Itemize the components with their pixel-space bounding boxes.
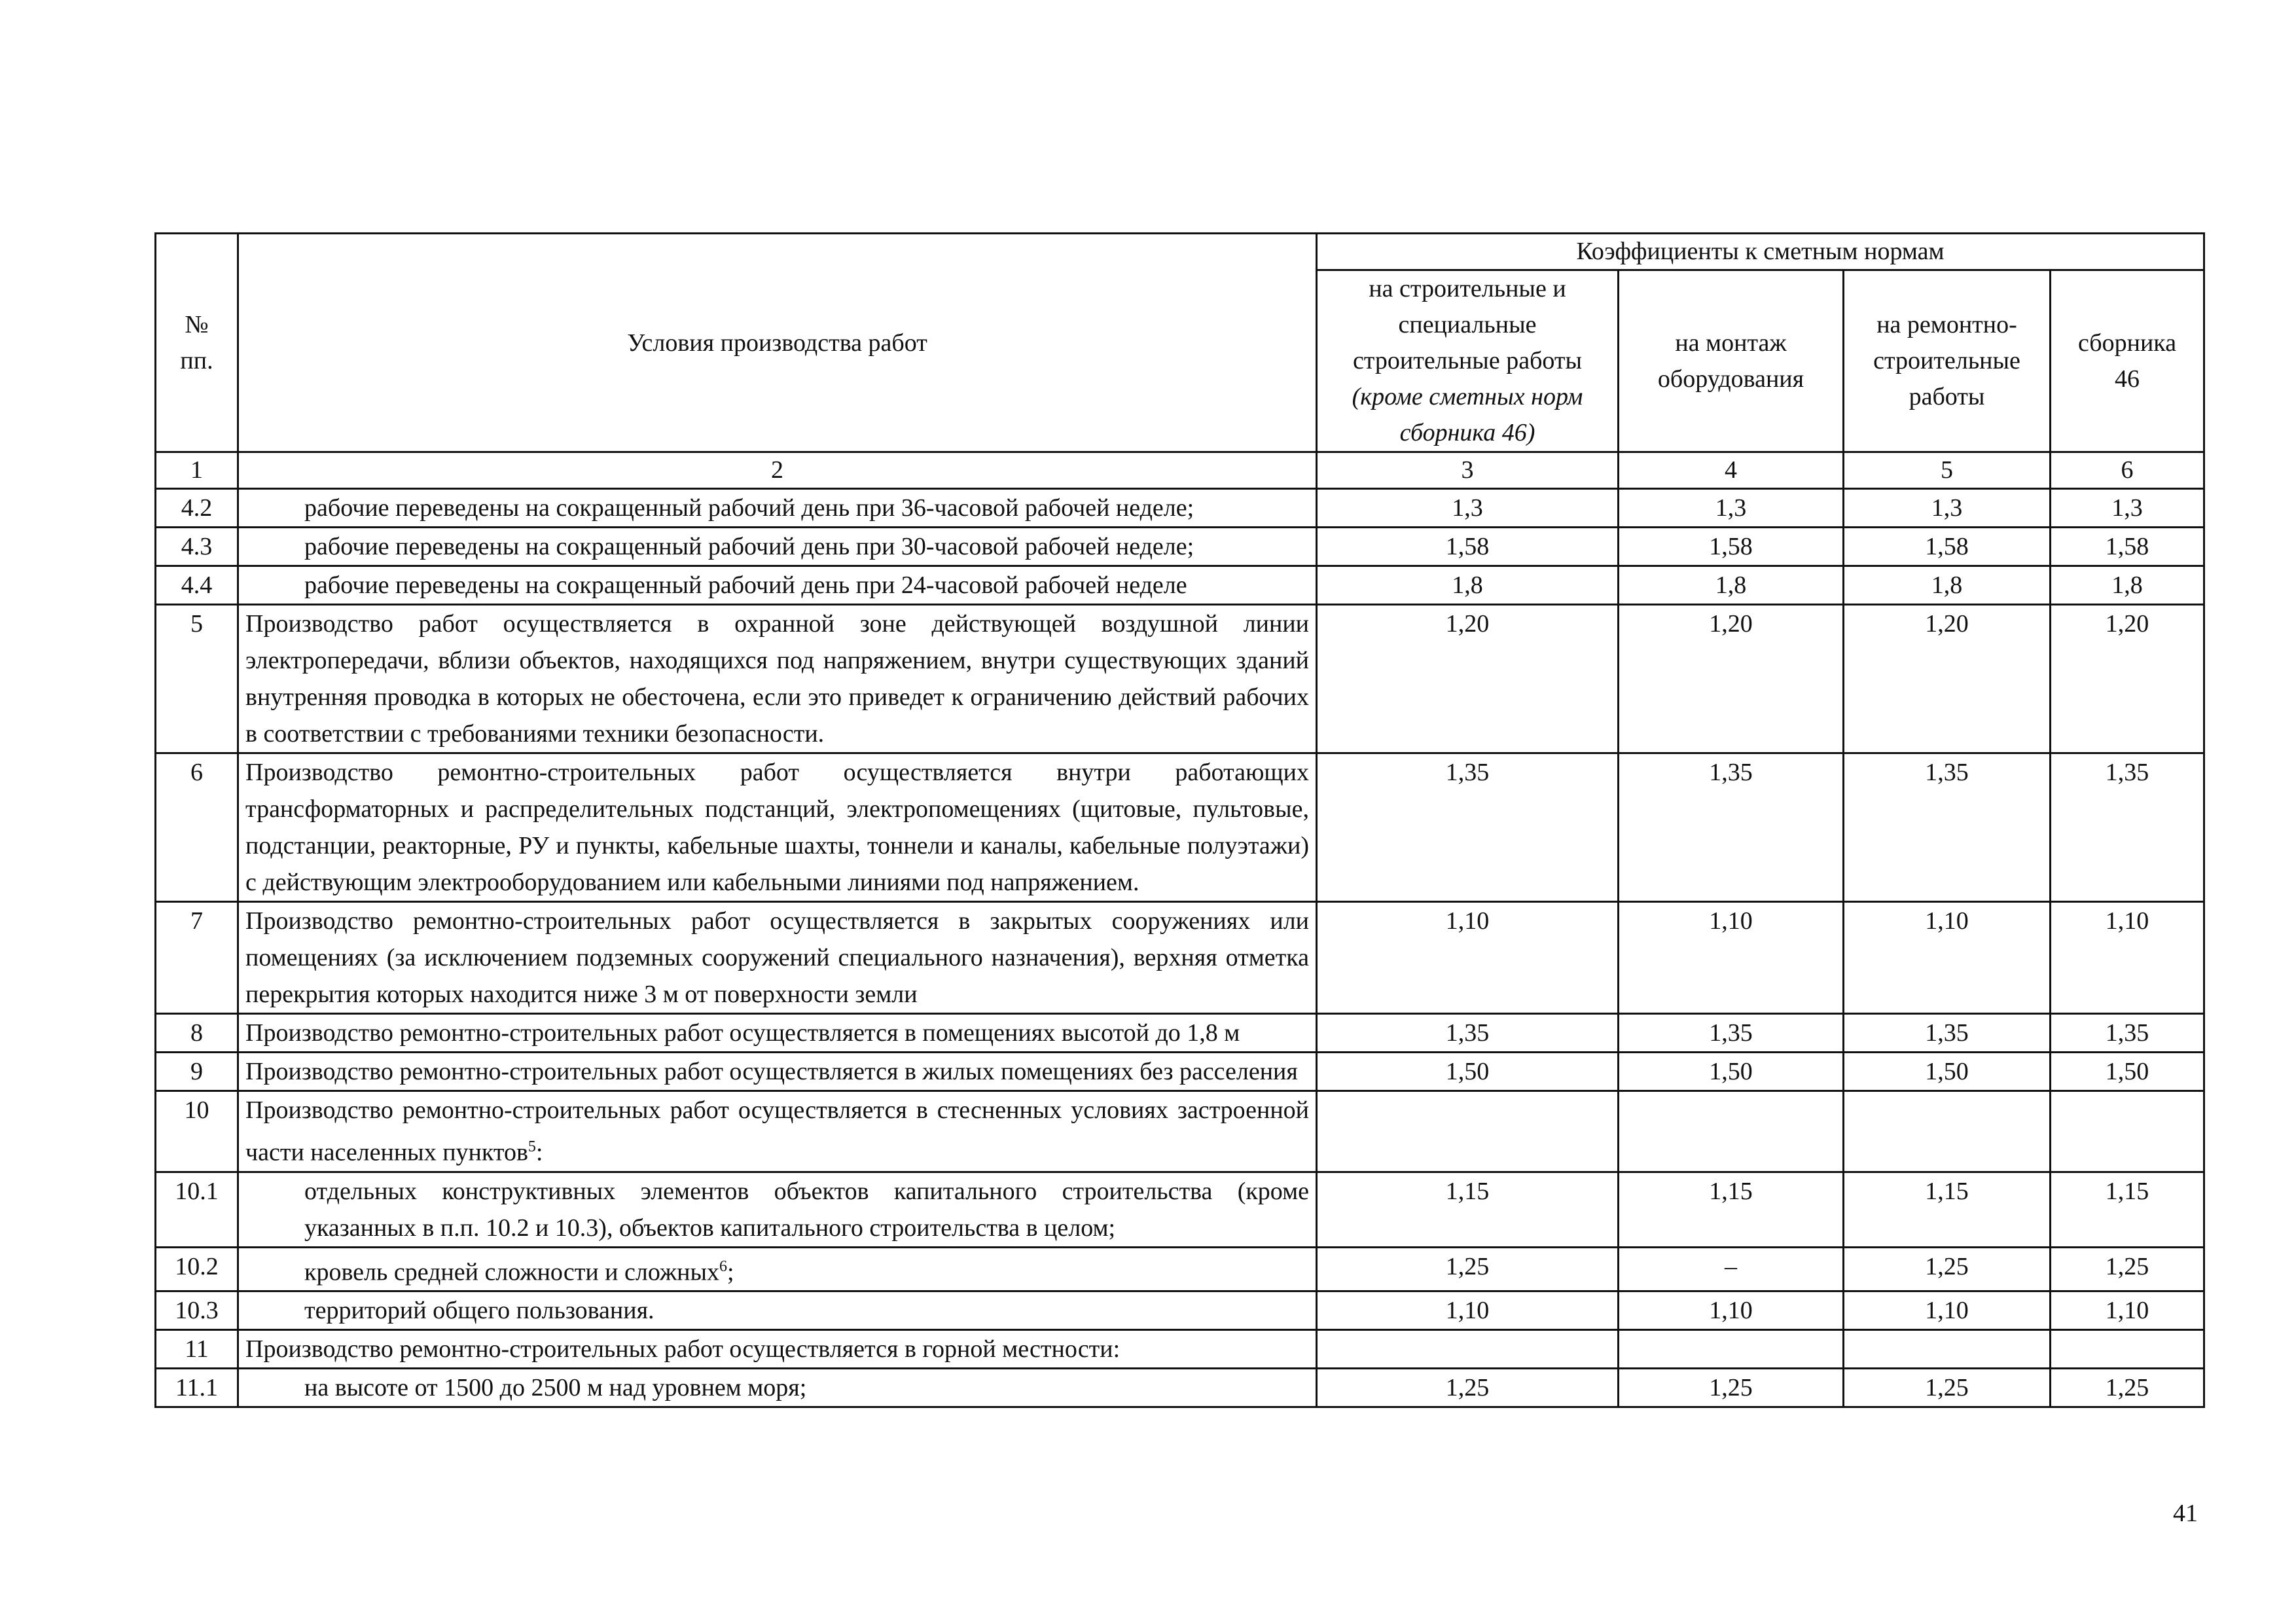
- table-row: [156, 528, 2204, 566]
- header-col5-line1: на ремонтно-: [1876, 311, 2017, 338]
- coefficient-c4: 1,20: [1619, 605, 1844, 753]
- coefficient-c5: 1,10: [1844, 902, 2051, 1014]
- coefficient-c6: 1,35: [2051, 753, 2204, 902]
- coefficient-c5: 1,50: [1844, 1053, 2051, 1091]
- row-number: 7: [156, 902, 238, 1014]
- coefficient-c6: [2051, 1091, 2204, 1172]
- coefficient-c3: 1,25: [1317, 1369, 1619, 1407]
- coefficient-c3: [1317, 1330, 1619, 1369]
- row-condition-tail: ;: [727, 1258, 734, 1286]
- coefficient-c6: 1,50: [2051, 1053, 2204, 1091]
- row-condition-text: Производство работ осуществляется в охранной зоне действующей воздушной линии электропередачи, вблизи объектов, находящихся под напряжением, внутри существующих зданий внутренняя проводка в которых не обесточена, если это приведет к ограничению действий рабочих в соответствии с требованиями техники безопасности.: [245, 610, 1309, 748]
- coefficient-c6: 1,25: [2051, 1247, 2204, 1291]
- header-col6-cell: [2051, 270, 2204, 452]
- coefficient-c6: 1,35: [2051, 1014, 2204, 1053]
- coefficient-c3: 1,8: [1317, 566, 1619, 605]
- row-condition-text: Производство ремонтно-строительных работ осуществляется в помещениях высотой до 1,8 м: [245, 1019, 1240, 1047]
- coefficient-c3: 1,10: [1317, 902, 1619, 1014]
- table-row: [156, 566, 2204, 605]
- row-condition-text: отдельных конструктивных элементов объектов капитального строительства (кроме указанных в п.п. 10.2 и 10.3), объектов капитального строительства в целом;: [304, 1177, 1309, 1242]
- row-condition-text: рабочие переведены на сокращенный рабочий день при 24-часовой рабочей неделе: [304, 571, 1187, 599]
- table-row: [156, 753, 2204, 902]
- row-condition-text: рабочие переведены на сокращенный рабочий день при 36-часовой рабочей неделе;: [304, 494, 1194, 522]
- row-condition: [238, 528, 1317, 566]
- coefficient-c6: 1,8: [2051, 566, 2204, 605]
- coefficient-c4: 1,10: [1619, 902, 1844, 1014]
- header-col5-cell: [1844, 270, 2051, 452]
- coefficient-c3: 1,3: [1317, 489, 1619, 528]
- coefficient-c4: 1,35: [1619, 1014, 1844, 1053]
- table-row: [156, 1330, 2204, 1369]
- column-index-cell: 5: [1844, 452, 2051, 489]
- header-num-line2: пп.: [180, 346, 213, 374]
- row-condition: [238, 1091, 1317, 1172]
- coefficient-c3: 1,50: [1317, 1053, 1619, 1091]
- coefficients-table: [154, 232, 2205, 1408]
- coefficient-c5: 1,25: [1844, 1369, 2051, 1407]
- header-col4-cell: [1619, 270, 1844, 452]
- header-col6-line1: сборника: [2077, 329, 2177, 357]
- row-condition: [238, 902, 1317, 1014]
- coefficient-c6: 1,10: [2051, 1291, 2204, 1330]
- coefficient-c4: [1619, 1091, 1844, 1172]
- coefficient-c6: 1,20: [2051, 605, 2204, 753]
- column-index-cell: 3: [1317, 452, 1619, 489]
- row-condition-text: Производство ремонтно-строительных работ осуществляется в жилых помещениях без расселения: [245, 1058, 1298, 1085]
- coefficient-c5: 1,8: [1844, 566, 2051, 605]
- table-row: [156, 605, 2204, 753]
- coefficient-c6: [2051, 1330, 2204, 1369]
- row-condition-text: Производство ремонтно-строительных работ осуществляется в горной местности:: [245, 1335, 1121, 1363]
- row-number: 9: [156, 1053, 238, 1091]
- header-col3-line1: на строительные и: [1369, 275, 1566, 302]
- row-condition: [238, 753, 1317, 902]
- coefficient-c3: 1,58: [1317, 528, 1619, 566]
- row-condition: [238, 1369, 1317, 1407]
- header-col3-line3: строительные работы: [1352, 347, 1583, 374]
- row-condition-tail: :: [535, 1138, 543, 1166]
- header-col6-line2: 46: [2115, 365, 2140, 393]
- coefficient-c4: 1,10: [1619, 1291, 1844, 1330]
- table-row: [156, 1053, 2204, 1091]
- row-condition: [238, 1014, 1317, 1053]
- row-condition: [238, 1247, 1317, 1291]
- header-col3-cell: [1317, 270, 1619, 452]
- header-col4-line1: на монтаж: [1675, 329, 1787, 357]
- row-number: 4.4: [156, 566, 238, 605]
- header-col3-line2: специальные: [1398, 311, 1537, 338]
- coefficient-c6: 1,58: [2051, 528, 2204, 566]
- row-number: 4.3: [156, 528, 238, 566]
- coefficient-c3: 1,15: [1317, 1172, 1619, 1247]
- column-index-row: [156, 452, 2204, 489]
- header-coefficients-cell: Коэффициенты к сметным нормам: [1317, 234, 2204, 270]
- row-condition: [238, 1053, 1317, 1091]
- row-condition: [238, 566, 1317, 605]
- row-condition-text: кровель средней сложности и сложных: [304, 1258, 720, 1286]
- column-index-cell: 1: [156, 452, 238, 489]
- row-number: 11.1: [156, 1369, 238, 1407]
- row-number: 4.2: [156, 489, 238, 528]
- footnote-marker: 6: [719, 1257, 728, 1275]
- table-row: [156, 1172, 2204, 1247]
- header-conditions-cell: Условия производства работ: [238, 234, 1317, 452]
- row-number: 6: [156, 753, 238, 902]
- coefficient-c4: –: [1619, 1247, 1844, 1291]
- table-row: [156, 902, 2204, 1014]
- coefficient-c5: 1,58: [1844, 528, 2051, 566]
- header-num-cell: [156, 234, 238, 452]
- row-condition-text: территорий общего пользования.: [304, 1297, 655, 1325]
- row-number: 11: [156, 1330, 238, 1369]
- table-row: [156, 1247, 2204, 1291]
- row-number: 10: [156, 1091, 238, 1172]
- header-col5-line3: работы: [1909, 383, 1985, 410]
- coefficient-c5: 1,15: [1844, 1172, 2051, 1247]
- row-number: 5: [156, 605, 238, 753]
- row-condition: [238, 1330, 1317, 1369]
- header-col4-line2: оборудования: [1657, 365, 1804, 393]
- coefficient-c5: 1,35: [1844, 753, 2051, 902]
- header-row-top: [156, 234, 2204, 270]
- coefficient-c4: 1,50: [1619, 1053, 1844, 1091]
- table-row: [156, 1291, 2204, 1330]
- table-row: [156, 1014, 2204, 1053]
- row-condition: [238, 1172, 1317, 1247]
- row-number: 10.3: [156, 1291, 238, 1330]
- coefficient-c4: 1,8: [1619, 566, 1844, 605]
- coefficient-c5: 1,25: [1844, 1247, 2051, 1291]
- coefficient-c5: 1,35: [1844, 1014, 2051, 1053]
- row-number: 8: [156, 1014, 238, 1053]
- coefficient-c6: 1,25: [2051, 1369, 2204, 1407]
- coefficient-c5: 1,10: [1844, 1291, 2051, 1330]
- coefficient-c4: 1,25: [1619, 1369, 1844, 1407]
- coefficient-c3: 1,20: [1317, 605, 1619, 753]
- column-index-cell: 6: [2051, 452, 2204, 489]
- header-col3-note-line1: (кроме сметных норм: [1352, 383, 1583, 410]
- row-condition-text: Производство ремонтно-строительных работ осуществляется внутри работающих трансформаторных и распределительных подстанций, электропомещениях (щитовые, пультовые, подстанции, реакторные, РУ и пункты, кабельные шахты, тоннели и каналы, кабельные полуэтажи) с действующим электрооборудованием или кабельными линиями под напряжением.: [245, 759, 1309, 896]
- coefficient-c4: 1,58: [1619, 528, 1844, 566]
- column-index-cell: 4: [1619, 452, 1844, 489]
- coefficient-c6: 1,3: [2051, 489, 2204, 528]
- header-col3-note-line2: сборника 46): [1399, 419, 1535, 446]
- page-number: 41: [2173, 1500, 2198, 1527]
- column-index-cell: 2: [238, 452, 1317, 489]
- row-condition: [238, 605, 1317, 753]
- coefficient-c5: [1844, 1091, 2051, 1172]
- header-num-line1: №: [185, 310, 209, 338]
- header-col5-line2: строительные: [1873, 347, 2020, 374]
- coefficient-c3: [1317, 1091, 1619, 1172]
- coefficient-c5: 1,3: [1844, 489, 2051, 528]
- row-condition: [238, 1291, 1317, 1330]
- coefficient-c3: 1,35: [1317, 1014, 1619, 1053]
- table-row: [156, 1091, 2204, 1172]
- table-row: [156, 489, 2204, 528]
- coefficient-c4: [1619, 1330, 1844, 1369]
- table-row: [156, 1369, 2204, 1407]
- row-number: 10.1: [156, 1172, 238, 1247]
- row-condition-text: на высоте от 1500 до 2500 м над уровнем моря;: [304, 1374, 807, 1402]
- coefficient-c4: 1,35: [1619, 753, 1844, 902]
- coefficient-c3: 1,25: [1317, 1247, 1619, 1291]
- coefficient-c6: 1,10: [2051, 902, 2204, 1014]
- coefficient-c4: 1,3: [1619, 489, 1844, 528]
- row-condition: [238, 489, 1317, 528]
- coefficient-c3: 1,35: [1317, 753, 1619, 902]
- coefficient-c3: 1,10: [1317, 1291, 1619, 1330]
- coefficient-c5: 1,20: [1844, 605, 2051, 753]
- row-condition-text: Производство ремонтно-строительных работ осуществляется в закрытых сооружениях или помещениях (за исключением подземных сооружений специального назначения), верхняя отметка перекрытия которых находится ниже 3 м от поверхности земли: [245, 907, 1309, 1008]
- table-body: [156, 489, 2204, 1407]
- coefficient-c4: 1,15: [1619, 1172, 1844, 1247]
- row-condition-text: Производство ремонтно-строительных работ осуществляется в стесненных условиях застроенной части населенных пунктов: [245, 1096, 1309, 1166]
- footnote-marker: 5: [528, 1138, 536, 1155]
- row-condition-text: рабочие переведены на сокращенный рабочий день при 30-часовой рабочей неделе;: [304, 533, 1194, 560]
- coefficient-c5: [1844, 1330, 2051, 1369]
- row-number: 10.2: [156, 1247, 238, 1291]
- coefficient-c6: 1,15: [2051, 1172, 2204, 1247]
